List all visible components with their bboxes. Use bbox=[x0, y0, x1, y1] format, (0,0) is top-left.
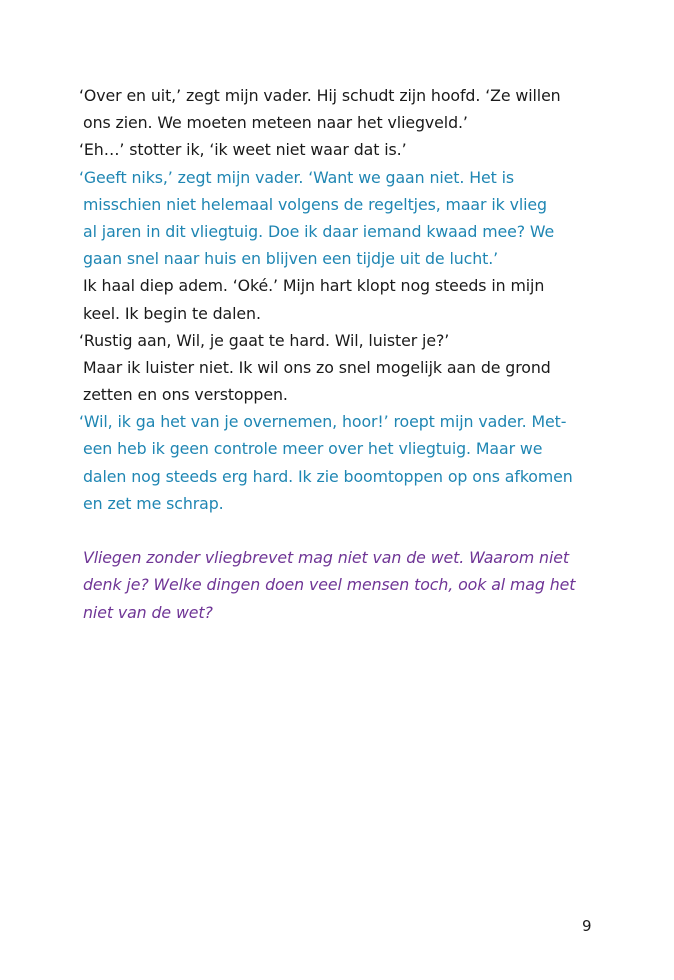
paragraph-gap bbox=[79, 517, 639, 544]
story-line-blue: dalen nog steeds erg hard. Ik zie boomtoppen op ons afkomen bbox=[83, 466, 573, 486]
story-line-blue: gaan snel naar huis en blijven een tijdje uit de lucht.’ bbox=[83, 249, 499, 269]
story-text bbox=[79, 82, 639, 626]
story-line-blue: al jaren in dit vliegtuig. Doe ik daar iemand kwaad mee? We bbox=[83, 221, 555, 241]
question-line: niet van de wet? bbox=[83, 602, 213, 622]
story-line-blue: ‘Wil, ik ga het van je overnemen, hoor!’ roept mijn vader. Met- bbox=[79, 412, 567, 432]
story-line: Maar ik luister niet. Ik wil ons zo snel mogelijk aan de grond bbox=[83, 357, 551, 377]
question-line: Vliegen zonder vliegbrevet mag niet van de wet. Waarom niet bbox=[83, 548, 569, 568]
story-line: ‘Eh…’ stotter ik, ‘ik weet niet waar dat is.’ bbox=[79, 140, 407, 160]
story-line: ‘Over en uit,’ zegt mijn vader. Hij schudt zijn hoofd. ‘Ze willen bbox=[79, 86, 561, 105]
story-line: Ik haal diep adem. ‘Oké.’ Mijn hart klopt nog steeds in mijn bbox=[83, 276, 545, 296]
story-line: ‘Rustig aan, Wil, je gaat te hard. Wil, luister je?’ bbox=[79, 330, 450, 350]
story-line: ons zien. We moeten meteen naar het vliegveld.’ bbox=[83, 113, 468, 133]
story-line-blue: ‘Geeft niks,’ zegt mijn vader. ‘Want we gaan niet. Het is bbox=[79, 167, 515, 187]
story-line-blue: een heb ik geen controle meer over het vliegtuig. Maar we bbox=[83, 439, 543, 459]
page-number: 9 bbox=[582, 917, 592, 935]
story-line-blue: en zet me schrap. bbox=[83, 493, 224, 513]
story-line-blue: misschien niet helemaal volgens de regeltjes, maar ik vlieg bbox=[83, 194, 547, 214]
story-line: zetten en ons verstoppen. bbox=[83, 385, 288, 405]
story-line: keel. Ik begin te dalen. bbox=[83, 303, 261, 323]
question-line: denk je? Welke dingen doen veel mensen toch, ook al mag het bbox=[83, 575, 576, 595]
